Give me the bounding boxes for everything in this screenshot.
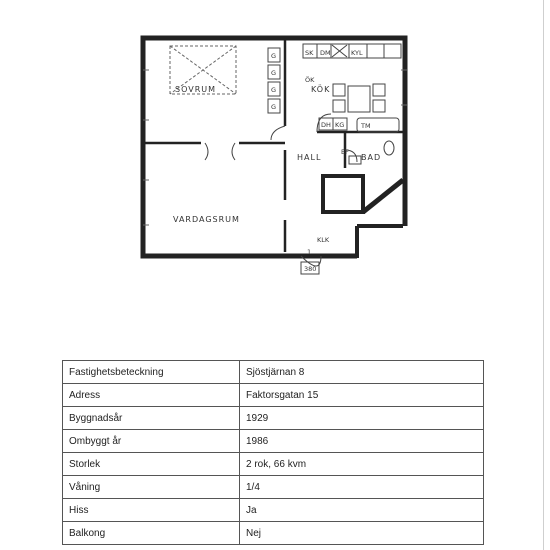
fact-value: 1986 xyxy=(240,430,484,453)
kitchen-table xyxy=(348,86,370,112)
label-g: G xyxy=(271,86,277,94)
fact-value: Faktorsgatan 15 xyxy=(240,384,484,407)
label-kyl: KYL xyxy=(351,49,363,57)
fact-value: Ja xyxy=(240,499,484,522)
label-dh: DH xyxy=(321,121,331,129)
floor-plan xyxy=(135,30,410,280)
chair xyxy=(373,84,385,96)
table-row xyxy=(63,522,484,545)
fact-label: Våning xyxy=(63,476,240,499)
room-label-kitchen: KÖK xyxy=(311,85,331,94)
fact-value: 1/4 xyxy=(240,476,484,499)
wall-segment xyxy=(363,180,403,212)
property-facts-table xyxy=(62,360,484,545)
label-g: G xyxy=(271,69,277,77)
label-tm: TM xyxy=(361,122,371,130)
table-row xyxy=(63,361,484,384)
chair xyxy=(373,100,385,112)
sink xyxy=(349,156,361,164)
room-label-living: VARDAGSRUM xyxy=(173,215,240,224)
door-swing xyxy=(271,126,285,140)
fact-label: Hiss xyxy=(63,499,240,522)
label-entrance: 1 xyxy=(307,248,312,256)
table-row xyxy=(63,384,484,407)
label-g: G xyxy=(271,103,277,111)
fact-label: Balkong xyxy=(63,522,240,545)
label-g: G xyxy=(271,52,277,60)
fact-label: Adress xyxy=(63,384,240,407)
table-row xyxy=(63,499,484,522)
chair xyxy=(333,84,345,96)
closet-wall xyxy=(323,176,363,212)
fact-value: 2 rok, 66 kvm xyxy=(240,453,484,476)
label-kg: KG xyxy=(335,121,345,129)
fact-label: Storlek xyxy=(63,453,240,476)
fact-label: Ombyggt år xyxy=(63,430,240,453)
door-swing xyxy=(205,143,208,160)
chair xyxy=(333,100,345,112)
page-edge-line xyxy=(543,0,544,550)
room-label-hall: HALL xyxy=(297,153,322,162)
fact-value: Nej xyxy=(240,522,484,545)
table-row xyxy=(63,407,484,430)
fact-label: Fastighetsbeteckning xyxy=(63,361,240,384)
fact-label: Byggnadsår xyxy=(63,407,240,430)
door-swing xyxy=(232,143,235,160)
label-dm: DM xyxy=(320,49,331,57)
table-row xyxy=(63,476,484,499)
label-ok: ÖK xyxy=(305,76,315,84)
label-ef: EF xyxy=(341,148,349,156)
table-row xyxy=(63,453,484,476)
toilet xyxy=(384,141,394,155)
table-row xyxy=(63,430,484,453)
room-label-bath: BAD xyxy=(361,153,382,162)
label-sk: SK xyxy=(305,49,314,57)
room-label-closet: KLK xyxy=(317,236,330,244)
fact-value: Sjöstjärnan 8 xyxy=(240,361,484,384)
floor-plan-drawing xyxy=(135,30,410,280)
fact-value: 1929 xyxy=(240,407,484,430)
room-label-bedroom: SOVRUM xyxy=(175,85,217,94)
label-door-width: 380 xyxy=(304,265,317,273)
